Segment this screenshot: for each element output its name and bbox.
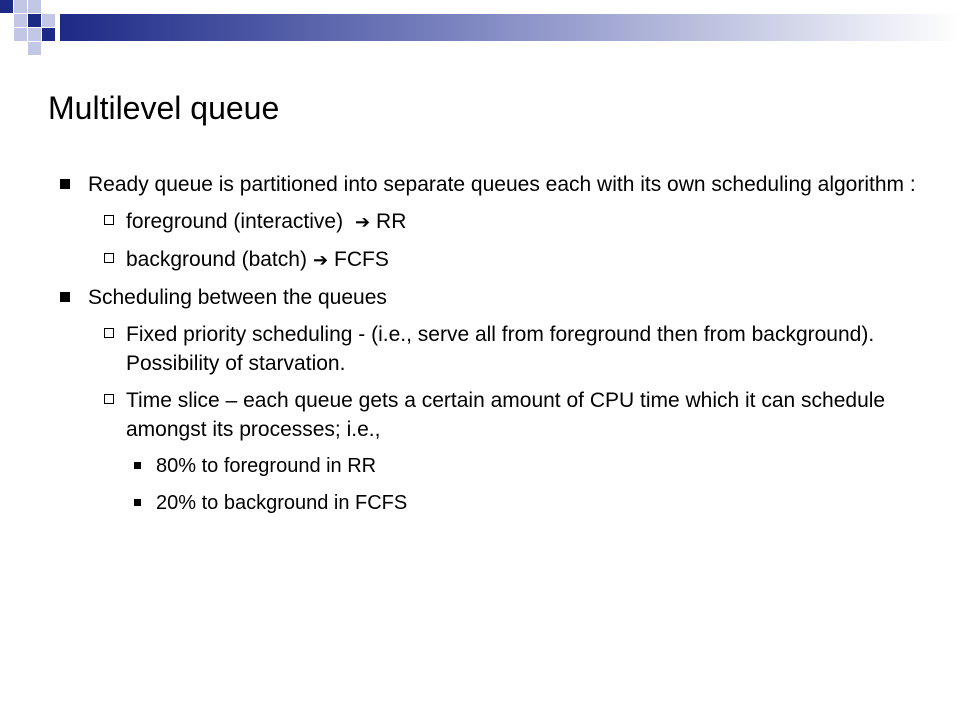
right-arrow-icon: ➔	[312, 250, 329, 270]
slide-title: Multilevel queue	[48, 90, 280, 126]
bullet-text: Fixed priority scheduling - (i.e., serve all from foreground then from background). Possibility of starvation.	[126, 323, 875, 375]
header-decoration	[0, 0, 960, 60]
sub-bullet-item	[60, 245, 920, 275]
sub-bullet-item	[60, 386, 920, 444]
bullet-text: foreground (interactive)	[126, 210, 349, 233]
square-bullet-icon	[60, 292, 70, 302]
bullet-item	[60, 170, 920, 199]
sub-bullet-item	[60, 207, 920, 237]
right-arrow-icon: ➔	[354, 212, 371, 232]
hollow-square-bullet-icon	[104, 215, 114, 225]
bullet-item	[60, 283, 920, 312]
hollow-square-bullet-icon	[104, 328, 114, 338]
bullet-text: 20% to background in FCFS	[156, 492, 408, 514]
sub-sub-bullet-item	[60, 452, 920, 481]
small-square-bullet-icon	[134, 462, 141, 469]
small-square-bullet-icon	[134, 499, 141, 506]
bullet-text: FCFS	[334, 248, 389, 271]
bullet-text: background (batch)	[126, 248, 307, 271]
bullet-text: RR	[376, 210, 407, 233]
bullet-text: 80% to foreground in RR	[156, 455, 377, 477]
hollow-square-bullet-icon	[104, 394, 114, 404]
bullet-text: Ready queue is partitioned into separate queues each with its own scheduling algorithm :	[88, 173, 916, 196]
bullet-list	[60, 170, 920, 526]
hollow-square-bullet-icon	[104, 253, 114, 263]
sub-sub-bullet-item	[60, 489, 920, 518]
bullet-text: Time slice – each queue gets a certain amount of CPU time which it can schedule amongst its processes; i.e.,	[126, 389, 886, 441]
bullet-text: Scheduling between the queues	[88, 286, 387, 309]
square-bullet-icon	[60, 179, 70, 189]
sub-bullet-item	[60, 320, 920, 378]
